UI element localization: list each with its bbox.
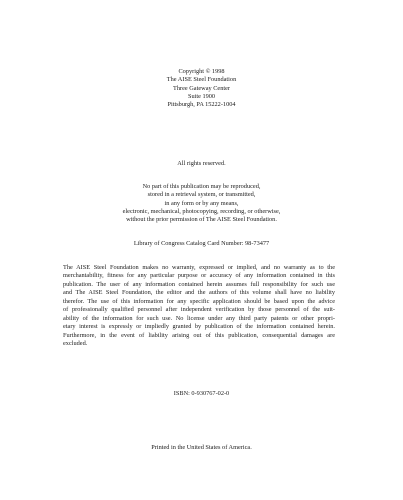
- permission-line: electronic, mechanical, photocopying, recording, or otherwise,: [122, 207, 281, 215]
- disclaimer-line: publication. The user of any information contained herein assumes full responsibility for such use: [63, 280, 335, 288]
- permission-line: stored in a retrieval system, or transmitted,: [147, 191, 256, 199]
- publisher-suite: Suite 1900: [187, 92, 216, 100]
- permission-line: in any form or by any means,: [164, 199, 239, 207]
- disclaimer-line: merchantability, fitness for any particular purpose or accuracy of any information contained in this: [63, 272, 335, 280]
- rights-reserved: All rights reserved.: [177, 160, 226, 167]
- permission-line: No part of this publication may be reproduced,: [142, 183, 261, 190]
- publisher-city: Pittsburgh, PA 15222-1004: [167, 101, 236, 109]
- publisher-address-line: Three Gateway Center: [173, 84, 230, 92]
- publisher-name: The AISE Steel Foundation: [166, 76, 237, 84]
- disclaimer-line: ability of the information for such use. No license under any third party patents or other propri-: [63, 314, 335, 322]
- disclaimer-line: etary interest is expressly or impliedly granted by publication of the information contained herein.: [63, 323, 335, 331]
- permission-notice: [0, 183, 403, 224]
- permission-line: without the prior permission of The AISE Steel Foundation.: [126, 216, 277, 224]
- disclaimer-line: therefor. The use of this information for any specific application should be based upon the advice: [63, 297, 335, 305]
- disclaimer-line: The AISE Steel Foundation makes no warranty, expressed or implied, and no warranty as to the: [63, 264, 335, 271]
- copyright-line: Copyright © 1998: [178, 68, 225, 75]
- library-of-congress-number: Library of Congress Catalog Card Number: 98-73477: [133, 240, 270, 247]
- disclaimer-line: excluded.: [63, 340, 88, 348]
- disclaimer-line: of professionally qualified personnel after independent verification by those personnel of the suit-: [63, 306, 335, 314]
- isbn: ISBN: 0-930767-02-0: [173, 390, 230, 397]
- disclaimer-line: and The AISE Steel Foundation, the editor and the authors of this volume shall have no liability: [63, 289, 335, 297]
- copyright-block: [0, 68, 403, 109]
- disclaimer-line: Furthermore, in the event of liability arising out of this publication, consequential damages are: [63, 331, 335, 339]
- disclaimer-paragraph: [63, 264, 335, 349]
- printed-in-line: Printed in the United States of America.: [151, 444, 252, 451]
